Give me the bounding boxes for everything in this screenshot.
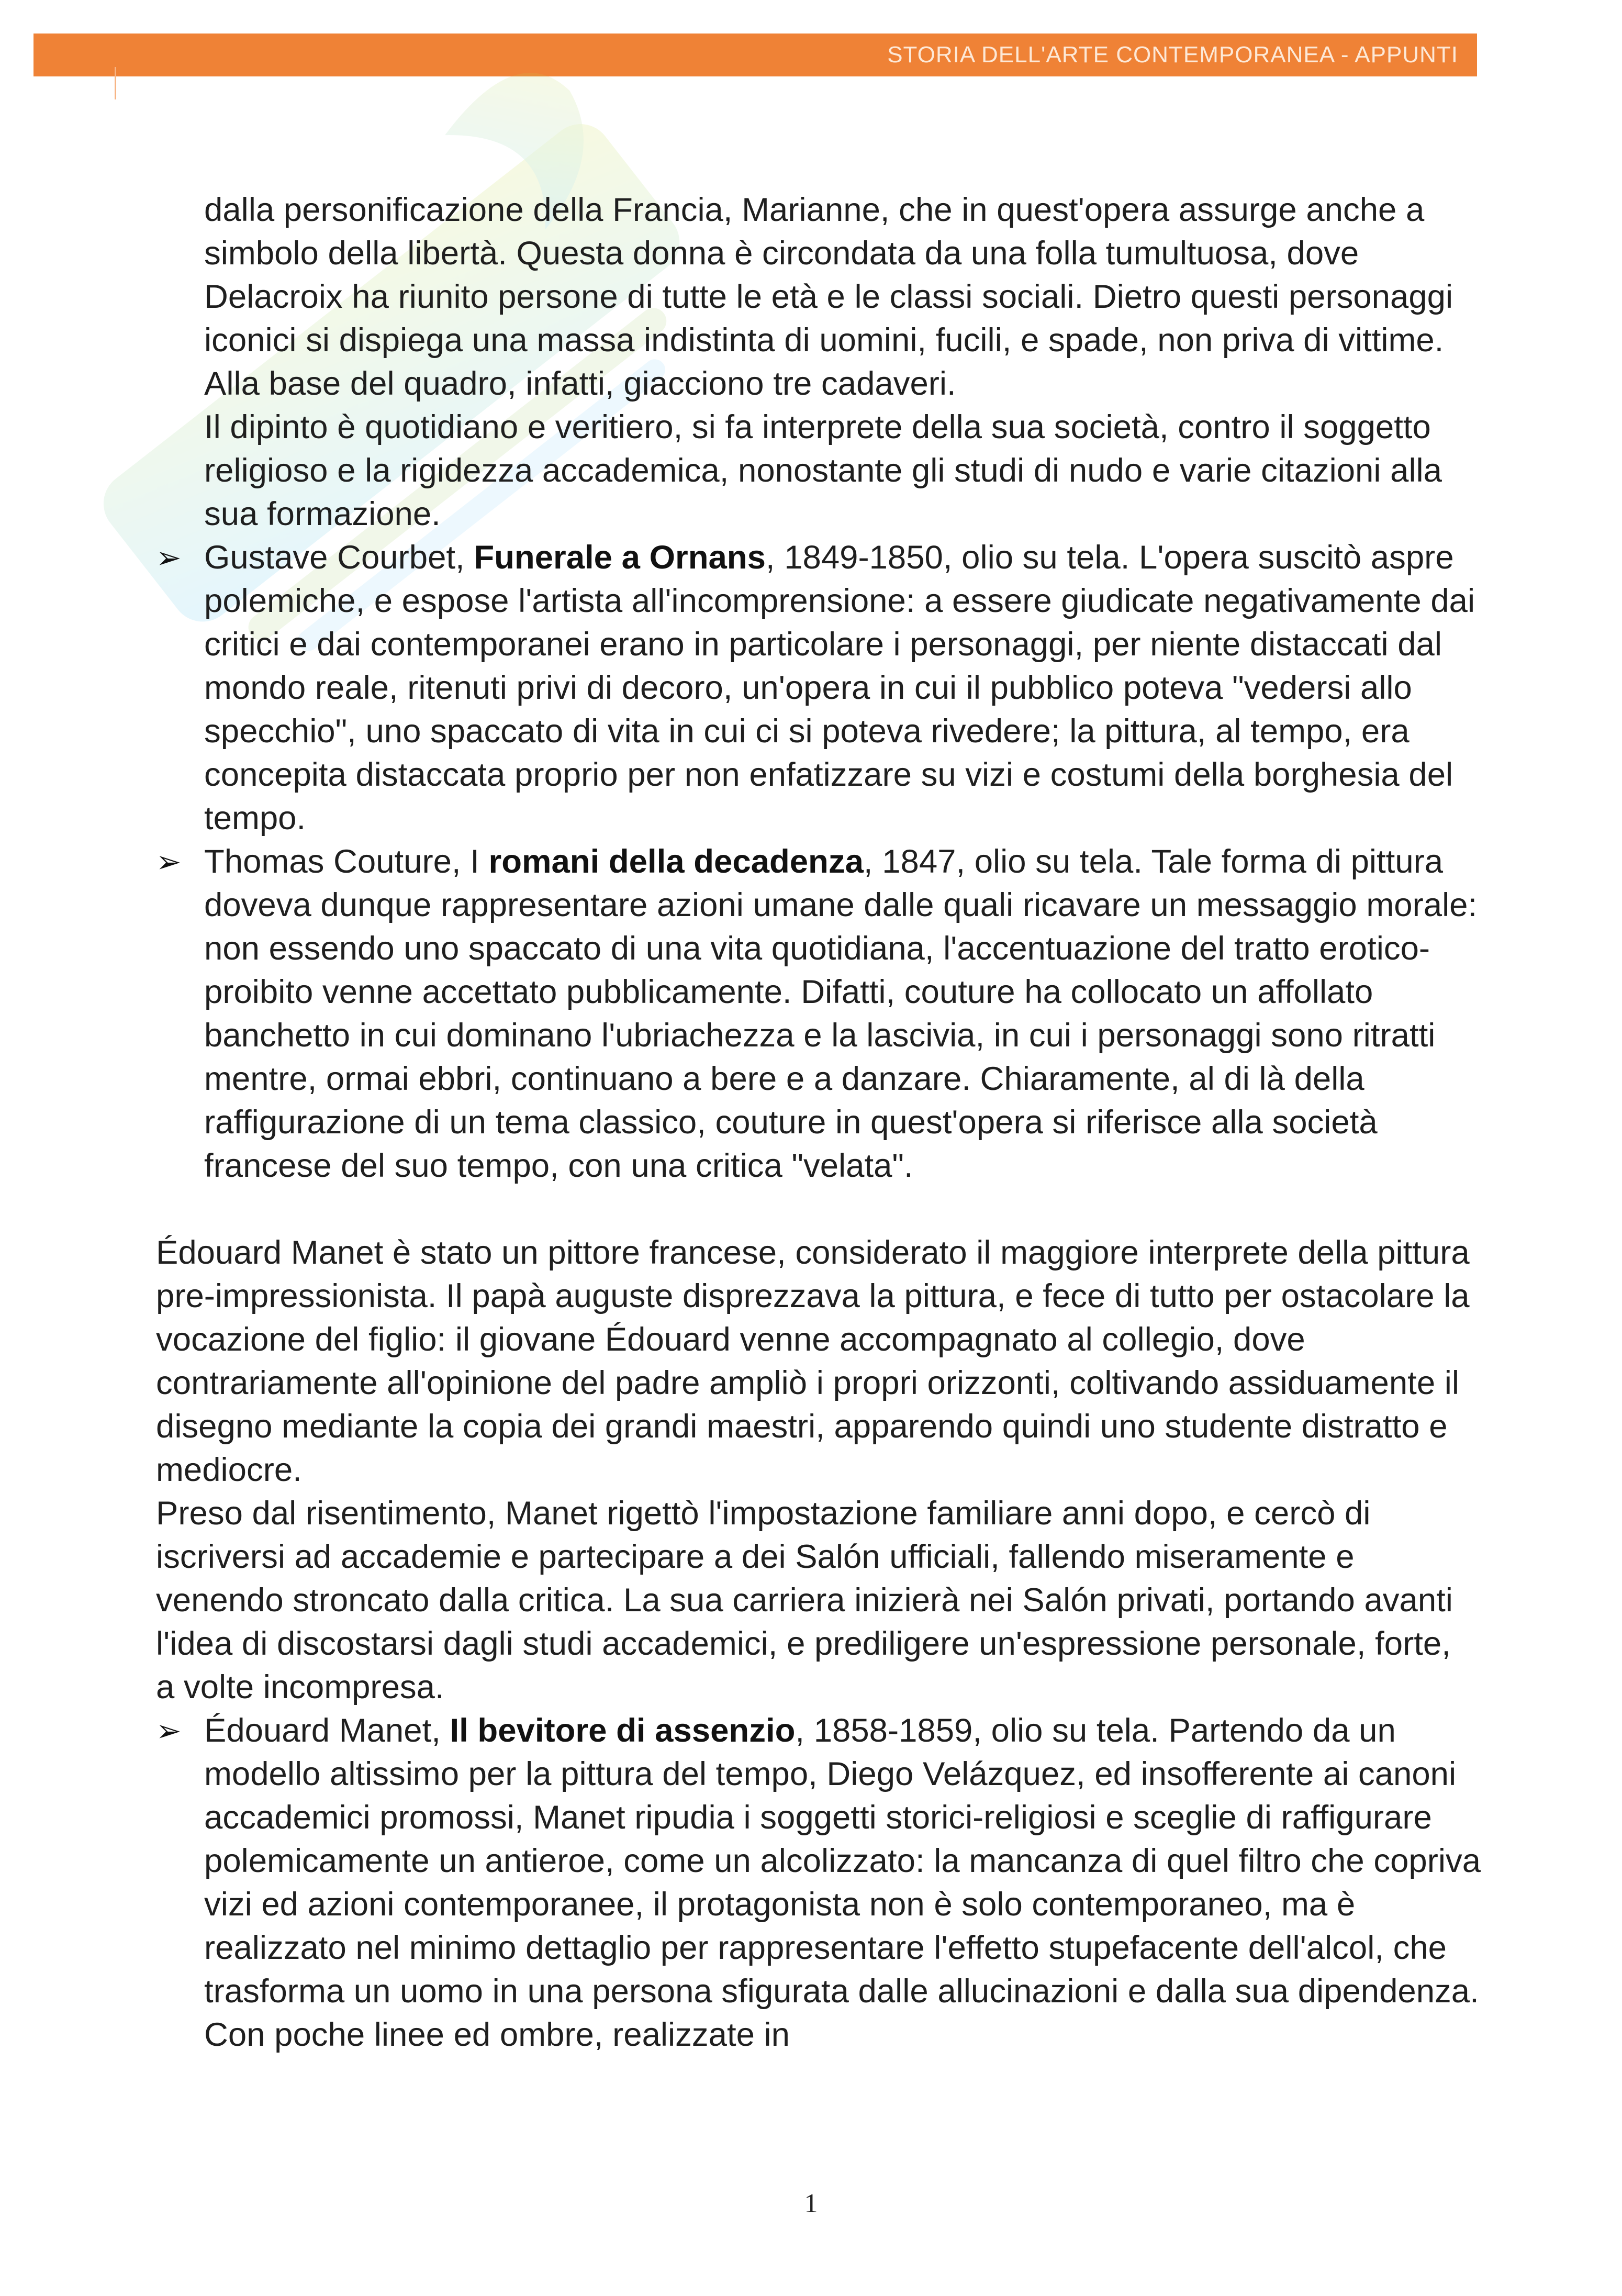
list-item: ➢ Édouard Manet, Il bevitore di assenzio, 1858-1859, olio su tela. Partendo da un modello altissimo per la pittura del tempo, Diego Velázquez, ed insofferente ai canoni accademici promossi, Manet ripudia i soggetti storici-religiosi e sceglie di raffigurare polemicamente un antieroe, come un alcolizzato: la mancanza di quel filtro che copriva vizi ed azioni contemporanee, il protagonista non è solo contemporaneo, ma è realizzato nel minimo dettaglio per rappresentare l'effetto stupefacente dell'alcol, che trasforma un uomo in una persona sfigurata dalle allucinazioni e dalla sua dipendenza. Con poche linee ed ombre, realizzate in [0, 1709, 1481, 2057]
header-bar [33, 34, 1477, 76]
paragraph: Preso dal risentimento, Manet rigettò l'impostazione familiare anni dopo, e cercò di iscriversi ad accademie e partecipare a dei Salón ufficiali, fallendo miseramente e venendo stroncato dalla critica. La sua carriera inizierà nei Salón privati, portando avanti l'idea di discostarsi dagli studi accademici, e prediligere un'espressione personale, forte, a volte incompresa. [156, 1495, 1453, 1706]
document-body [0, 188, 1622, 2057]
arrow-bullet-icon: ➢ [156, 1714, 182, 1748]
arrow-bullet-icon: ➢ [156, 845, 182, 879]
artwork-title: Il bevitore di assenzio [450, 1712, 796, 1749]
paragraph: Il dipinto è quotidiano e veritiero, si fa interprete della sua società, contro il soggetto religioso e la rigidezza accademica, nonostante gli studi di nudo e varie citazioni alla sua formazione. [204, 409, 1442, 532]
artwork-title: romani della decadenza [488, 843, 864, 880]
header-divider [115, 67, 116, 99]
list-item: ➢ Gustave Courbet, Funerale a Ornans, 1849-1850, olio su tela. L'opera suscitò aspre polemiche, e espose l'artista all'incomprensione: a essere giudicate negativamente dai critici e dai contemporanei erano in particolare i personaggi, per niente distaccati dal mondo reale, ritenuti privi di decoro, un'opera in cui il pubblico poteva "vedersi allo specchio", uno spaccato di vita in cui ci si poteva rivedere; la pittura, al tempo, era concepita distaccata proprio per non enfatizzare su vizi e costumi della borghesia del tempo. [0, 536, 1481, 840]
list-item: ➢ Thomas Couture, I romani della decadenza, 1847, olio su tela. Tale forma di pittura doveva dunque rappresentare azioni umane dalle quali ricavare un messaggio morale: non essendo uno spaccato di una vita quotidiana, l'accentuazione del tratto erotico-proibito venne accettato pubblicamente. Difatti, couture ha collocato un affollato banchetto in cui dominano l'ubriachezza e la lascivia, in cui i personaggi sono ritratti mentre, ormai ebbri, continuano a bere e a danzare. Chiaramente, al di là della raffigurazione di un tema classico, couture in quest'opera si riferisce alla società francese del suo tempo, con una critica "velata". [0, 840, 1481, 1188]
paragraph: Édouard Manet è stato un pittore francese, considerato il maggiore interprete della pittura pre-impressionista. Il papà auguste disprezzava la pittura, e fece di tutto per ostacolare la vocazione del figlio: il giovane Édouard venne accompagnato al collegio, dove contrariamente all'opinione del padre ampliò i propri orizzonti, coltivando assiduamente il disegno mediante la copia dei grandi maestri, apparendo quindi uno studente distratto e mediocre. [156, 1234, 1470, 1488]
page-number: 1 [804, 2189, 818, 2219]
paragraph: dalla personificazione della Francia, Marianne, che in quest'opera assurge anche a simbolo della libertà. Questa donna è circondata da una folla tumultuosa, dove Delacroix ha riunito persone di tutte le età e le classi sociali. Dietro questi personaggi iconici si dispiega una massa indistinta di uomini, fucili, e spade, non priva di vittime. Alla base del quadro, infatti, giacciono tre cadaveri. [204, 192, 1453, 402]
artwork-title: Funerale a Ornans [474, 539, 766, 576]
arrow-bullet-icon: ➢ [156, 541, 182, 575]
header-title: STORIA DELL'ARTE CONTEMPORANEA - APPUNTI [887, 42, 1458, 68]
